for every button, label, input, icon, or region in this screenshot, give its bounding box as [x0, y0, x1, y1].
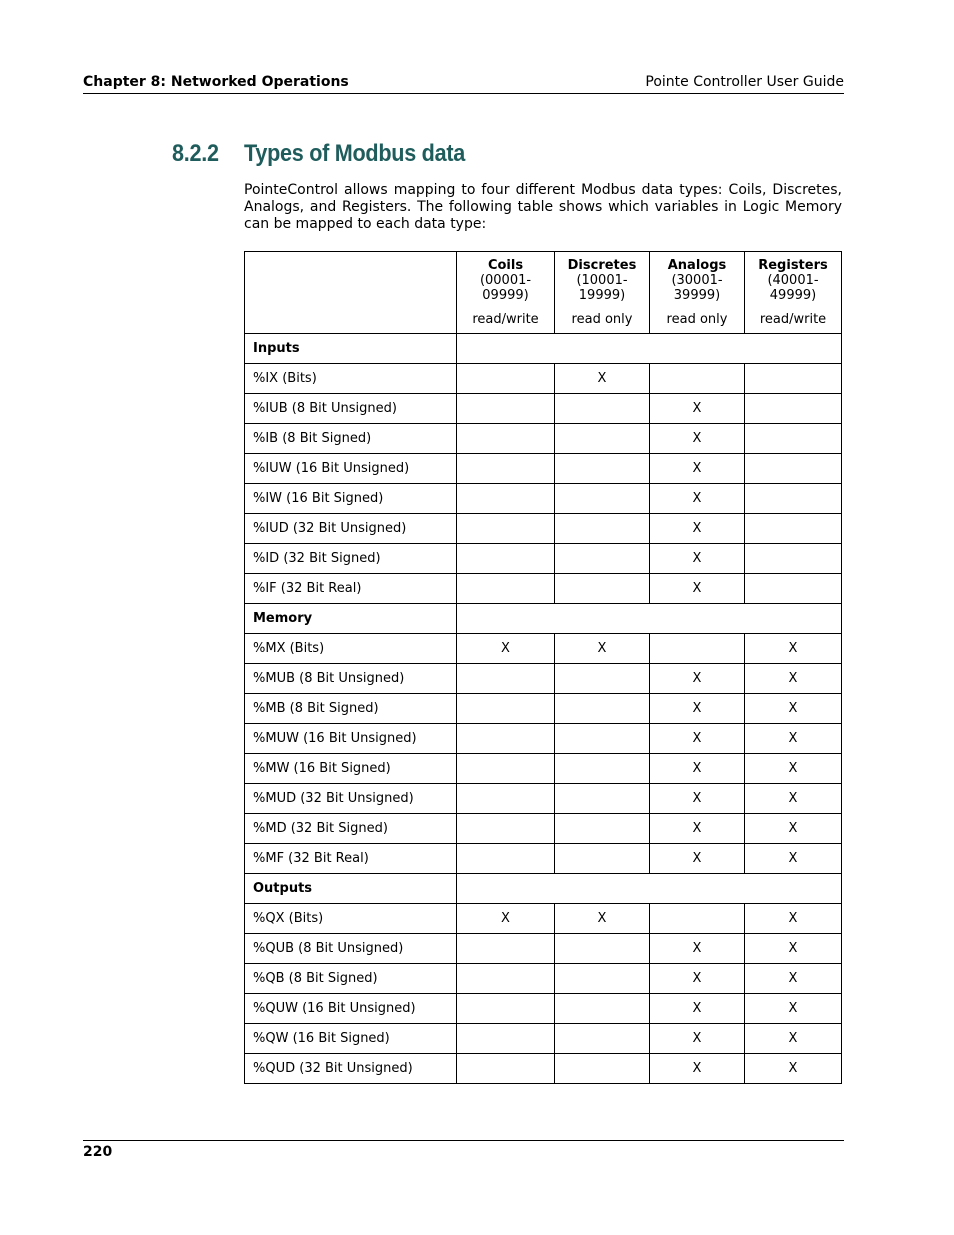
mapping-cell [457, 964, 555, 994]
mapping-cell [555, 694, 650, 724]
variable-label: %IW (16 Bit Signed) [245, 484, 457, 514]
column-name: Analogs [667, 258, 727, 273]
mapping-cell [555, 454, 650, 484]
mapping-cell: X [650, 484, 745, 514]
mapping-cell [650, 364, 745, 394]
column-range-start: (00001- [479, 273, 532, 288]
table-row [245, 964, 842, 994]
table-header-row [245, 252, 842, 334]
mapping-cell [555, 754, 650, 784]
table-row [245, 364, 842, 394]
mapping-cell [457, 784, 555, 814]
variable-label: %IX (Bits) [245, 364, 457, 394]
mapping-cell [555, 574, 650, 604]
mapping-cell: X [745, 964, 842, 994]
mapping-cell: X [745, 754, 842, 784]
mapping-cell [555, 934, 650, 964]
header-cell [457, 252, 555, 334]
header-cell [745, 252, 842, 334]
mapping-cell: X [650, 994, 745, 1024]
mapping-cell: X [650, 574, 745, 604]
mapping-cell [555, 394, 650, 424]
mapping-cell: X [745, 784, 842, 814]
column-range-end: 09999) [482, 288, 529, 303]
chapter-title: Chapter 8: Networked Operations [83, 74, 349, 90]
mapping-cell: X [650, 514, 745, 544]
table-row [245, 904, 842, 934]
mapping-cell: X [745, 994, 842, 1024]
table-row [245, 994, 842, 1024]
variable-label: %MUB (8 Bit Unsigned) [245, 664, 457, 694]
mapping-cell [555, 814, 650, 844]
mapping-cell: X [650, 694, 745, 724]
mapping-cell: X [650, 814, 745, 844]
mapping-cell [745, 574, 842, 604]
header-cell [555, 252, 650, 334]
table-row [245, 1024, 842, 1054]
mapping-cell [457, 844, 555, 874]
mapping-cell [457, 754, 555, 784]
table-row [245, 454, 842, 484]
mapping-cell [555, 1054, 650, 1084]
table-row [245, 754, 842, 784]
group-empty-cell [457, 334, 842, 364]
mapping-cell [457, 364, 555, 394]
mapping-cell [745, 394, 842, 424]
mapping-cell: X [555, 634, 650, 664]
table-row [245, 544, 842, 574]
column-access: read/write [759, 312, 827, 327]
variable-label: %IUB (8 Bit Unsigned) [245, 394, 457, 424]
mapping-cell [650, 904, 745, 934]
mapping-cell [457, 544, 555, 574]
mapping-cell: X [650, 724, 745, 754]
mapping-cell [457, 664, 555, 694]
mapping-cell: X [745, 844, 842, 874]
table-row [245, 844, 842, 874]
table-row [245, 424, 842, 454]
mapping-cell: X [650, 424, 745, 454]
mapping-cell [457, 994, 555, 1024]
mapping-cell [555, 484, 650, 514]
column-name: Discretes [567, 258, 637, 273]
column-range-start: (10001- [576, 273, 628, 288]
mapping-cell [555, 514, 650, 544]
column-access: read only [571, 312, 633, 327]
mapping-cell [555, 724, 650, 754]
mapping-cell [650, 634, 745, 664]
variable-label: %QUD (32 Bit Unsigned) [245, 1054, 457, 1084]
mapping-cell: X [745, 724, 842, 754]
group-label: Memory [245, 604, 457, 634]
mapping-cell [457, 934, 555, 964]
mapping-cell: X [745, 694, 842, 724]
table-body [245, 334, 842, 1084]
mapping-cell: X [650, 1054, 745, 1084]
table-row [245, 394, 842, 424]
column-range-end: 39999) [673, 288, 721, 303]
page-header [83, 72, 844, 94]
mapping-cell [555, 964, 650, 994]
mapping-cell [745, 454, 842, 484]
mapping-cell [457, 1024, 555, 1054]
mapping-cell [745, 364, 842, 394]
group-row [245, 334, 842, 364]
mapping-cell: X [745, 1024, 842, 1054]
group-row [245, 874, 842, 904]
variable-label: %MUD (32 Bit Unsigned) [245, 784, 457, 814]
column-name: Coils [487, 258, 524, 273]
mapping-cell: X [555, 364, 650, 394]
mapping-cell [745, 514, 842, 544]
mapping-cell [457, 574, 555, 604]
mapping-cell [555, 844, 650, 874]
mapping-cell [457, 424, 555, 454]
guide-title: Pointe Controller User Guide [645, 74, 844, 90]
table-row [245, 664, 842, 694]
variable-label: %QUB (8 Bit Unsigned) [245, 934, 457, 964]
variable-label: %ID (32 Bit Signed) [245, 544, 457, 574]
group-row [245, 604, 842, 634]
table-row [245, 484, 842, 514]
column-name: Registers [758, 258, 828, 273]
variable-label: %MB (8 Bit Signed) [245, 694, 457, 724]
mapping-cell [555, 1024, 650, 1054]
mapping-cell: X [457, 634, 555, 664]
table-row [245, 634, 842, 664]
mapping-cell: X [650, 544, 745, 574]
mapping-cell [555, 784, 650, 814]
modbus-types-table [244, 251, 842, 1084]
column-range-start: (40001- [767, 273, 819, 288]
group-label: Inputs [245, 334, 457, 364]
mapping-cell: X [650, 784, 745, 814]
group-empty-cell [457, 874, 842, 904]
mapping-cell [745, 484, 842, 514]
mapping-cell [555, 664, 650, 694]
mapping-cell: X [650, 1024, 745, 1054]
variable-label: %IF (32 Bit Real) [245, 574, 457, 604]
variable-label: %IB (8 Bit Signed) [245, 424, 457, 454]
mapping-cell: X [650, 754, 745, 784]
mapping-cell: X [457, 904, 555, 934]
mapping-cell: X [650, 454, 745, 484]
section-title: Types of Modbus data [244, 140, 466, 167]
variable-label: %MX (Bits) [245, 634, 457, 664]
header-empty-cell [245, 252, 457, 334]
column-range-end: 19999) [578, 288, 626, 303]
mapping-cell: X [745, 664, 842, 694]
mapping-cell: X [650, 664, 745, 694]
mapping-cell: X [650, 394, 745, 424]
column-access: read/write [472, 312, 539, 327]
mapping-cell: X [650, 964, 745, 994]
mapping-cell: X [745, 904, 842, 934]
variable-label: %QX (Bits) [245, 904, 457, 934]
column-range-end: 49999) [769, 288, 817, 303]
table-row [245, 724, 842, 754]
variable-label: %QUW (16 Bit Unsigned) [245, 994, 457, 1024]
mapping-cell [457, 394, 555, 424]
intro-paragraph: PointeControl allows mapping to four different Modbus data types: Coils, Discretes, Analogs, and Registers. The following table shows which variables in Logic Memory can be mapped to each data type: [244, 182, 842, 232]
mapping-cell: X [745, 1054, 842, 1084]
group-label: Outputs [245, 874, 457, 904]
variable-label: %MF (32 Bit Real) [245, 844, 457, 874]
variable-label: %QW (16 Bit Signed) [245, 1024, 457, 1054]
table-row [245, 814, 842, 844]
column-access: read only [666, 312, 728, 327]
mapping-cell [457, 814, 555, 844]
section-heading [172, 140, 465, 168]
section-number: 8.2.2 [172, 140, 219, 167]
table-row [245, 784, 842, 814]
mapping-cell [457, 484, 555, 514]
variable-label: %MD (32 Bit Signed) [245, 814, 457, 844]
mapping-cell: X [555, 904, 650, 934]
mapping-cell: X [745, 814, 842, 844]
header-cell [650, 252, 745, 334]
table-row [245, 574, 842, 604]
mapping-cell [745, 544, 842, 574]
mapping-cell: X [745, 634, 842, 664]
group-empty-cell [457, 604, 842, 634]
variable-label: %MUW (16 Bit Unsigned) [245, 724, 457, 754]
mapping-cell [555, 544, 650, 574]
mapping-cell [457, 694, 555, 724]
mapping-cell [555, 994, 650, 1024]
table-row [245, 514, 842, 544]
page-footer [83, 1140, 844, 1160]
mapping-cell: X [650, 934, 745, 964]
variable-label: %QB (8 Bit Signed) [245, 964, 457, 994]
mapping-cell: X [650, 844, 745, 874]
variable-label: %IUD (32 Bit Unsigned) [245, 514, 457, 544]
page-number: 220 [83, 1144, 113, 1160]
table-row [245, 694, 842, 724]
mapping-cell [457, 454, 555, 484]
variable-label: %MW (16 Bit Signed) [245, 754, 457, 784]
mapping-cell [457, 724, 555, 754]
mapping-cell [457, 1054, 555, 1084]
table-row [245, 1054, 842, 1084]
column-range-start: (30001- [671, 273, 723, 288]
mapping-cell [555, 424, 650, 454]
mapping-cell [457, 514, 555, 544]
mapping-cell: X [745, 934, 842, 964]
mapping-cell [745, 424, 842, 454]
table-row [245, 934, 842, 964]
variable-label: %IUW (16 Bit Unsigned) [245, 454, 457, 484]
